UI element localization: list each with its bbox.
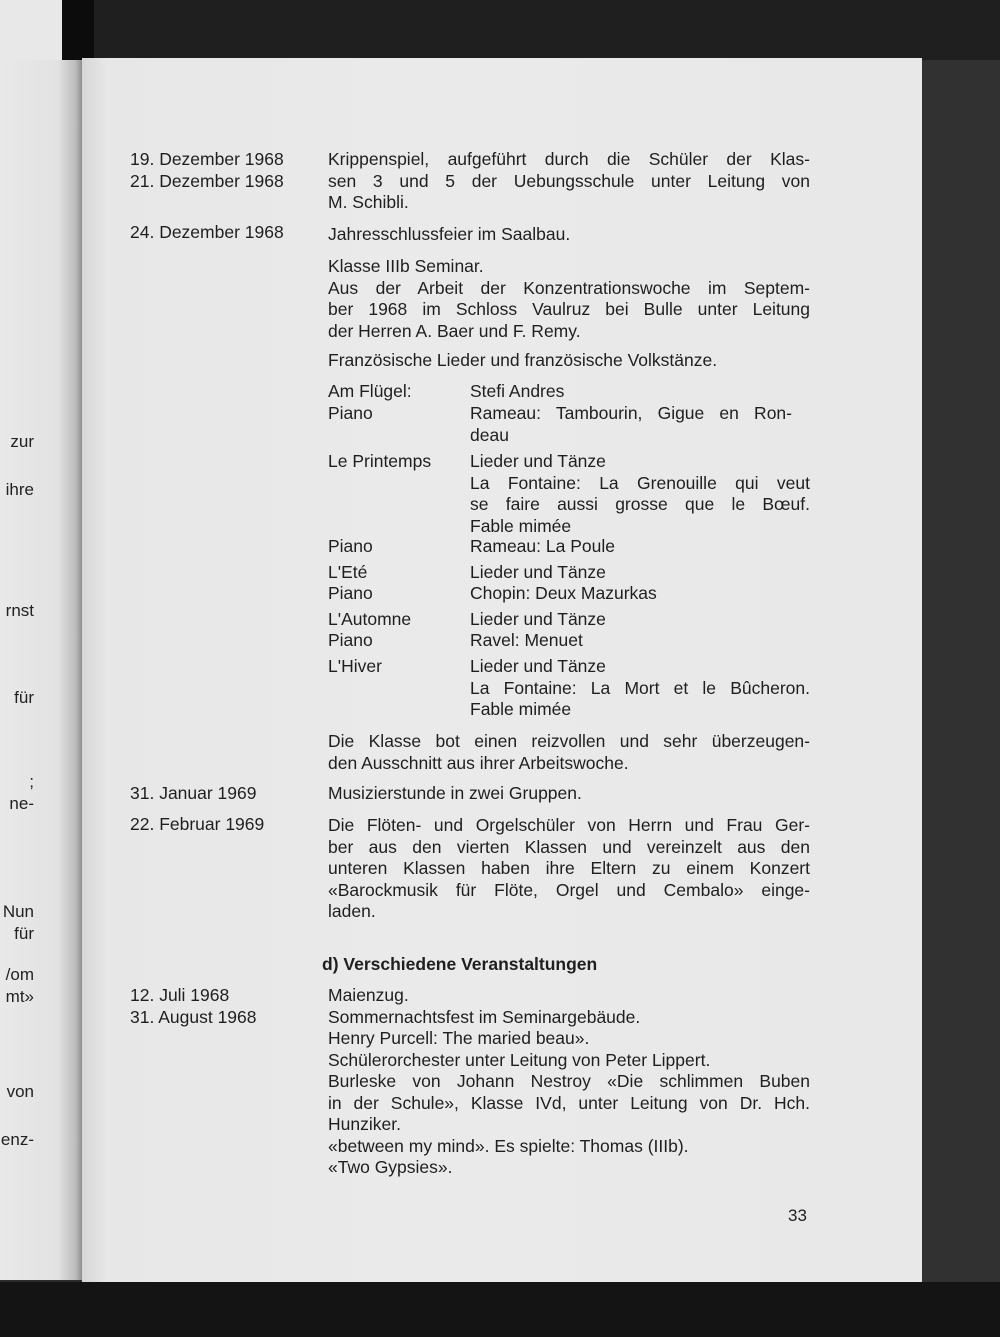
program-label: Le Printemps [328, 451, 432, 471]
book-spine [62, 0, 94, 60]
program-label: L'Automne [328, 609, 412, 629]
program-value: Lieder und Tänze [470, 562, 606, 582]
program-value: Ravel: Menuet [470, 630, 583, 650]
text-line: Krippenspiel, aufgeführt durch die Schüler der Klas- [328, 149, 810, 169]
left-fragment: für [14, 924, 34, 943]
entry-text: Maienzug. Sommernachtsfest im Seminargebäude. Henry Purcell: The maried beau». Schülerorchester unter Leitung von Peter Lippert. Burleske von Johann Nestroy «Die schlimmen Buben in der Schule», Klasse IVd, unter Leitung von Dr. Hch. Hunziker. «between my mind». Es spielte: Thomas (IIIb). «Two Gypsies». [328, 985, 810, 1177]
text-line: sen 3 und 5 der Uebungsschule unter Leitung von [328, 170, 810, 191]
seminar-subtitle: Französische Lieder und französische Volkstänze. [328, 350, 718, 370]
scanner-background-bottom [0, 1282, 1000, 1337]
entry-text [328, 149, 810, 214]
date: 12. Juli 1968 [130, 985, 230, 1005]
program-value: Rameau: Tambourin, Gigue en Ron- deau [470, 403, 792, 445]
text-line: Klasse IIIb Seminar. [328, 256, 484, 276]
date: 31. August 1968 [130, 1006, 257, 1027]
text-line: ber 1968 im Schloss Vaulruz bei Bulle unter Leitung [328, 299, 810, 319]
left-page-top-edge [0, 0, 62, 60]
program-value: Stefi Andres [470, 381, 565, 401]
program-value: Chopin: Deux Mazurkas [470, 583, 657, 603]
entry-dates [130, 149, 310, 192]
program-label: Piano [328, 583, 373, 603]
left-fragment: von [6, 1082, 34, 1101]
section-heading: d) Verschiedene Veranstaltungen [322, 954, 598, 974]
program-value: Rameau: La Poule [470, 536, 615, 556]
entry-text [328, 224, 810, 246]
left-fragment: enz- [0, 1130, 34, 1149]
left-fragment: mt» [5, 987, 34, 1006]
date: 21. Dezember 1968 [130, 170, 284, 191]
page-number: 33 [788, 1206, 807, 1225]
program-value: Lieder und Tänze [470, 609, 606, 629]
program-label: Piano [328, 630, 373, 650]
document-page [82, 58, 922, 1282]
text-line: M. Schibli. [328, 192, 409, 212]
entry-text: Musizierstunde in zwei Gruppen. [328, 783, 582, 803]
program-label: Piano [328, 536, 373, 556]
left-fragment: ihre [5, 480, 34, 499]
date: 19. Dezember 1968 [130, 149, 284, 169]
date: 24. Dezember 1968 [130, 222, 284, 242]
left-page-edge [0, 60, 82, 1280]
date: 31. Januar 1969 [130, 783, 257, 803]
entry-dates [130, 985, 310, 1028]
left-fragment: /om [5, 965, 34, 984]
left-fragment: ; [29, 772, 34, 791]
closing-remark: Die Klasse bot einen reizvollen und sehr überzeugen- den Ausschnitt aus ihrer Arbeitswoche. [328, 731, 810, 773]
program-value: Lieder und Tänze La Fontaine: La Grenouille qui veut se faire aussi grosse que le Bœuf. Fable mimée [470, 451, 810, 536]
entry-text: Die Flöten- und Orgelschüler von Herrn und Frau Ger- ber aus den vierten Klassen und vereinzelt aus den unteren Klassen haben ihre Eltern zu einem Konzert «Barockmusik für Flöte, Orgel und Cembalo» einge- laden. [328, 815, 810, 921]
date: 22. Februar 1969 [130, 814, 265, 834]
program-label: Am Flügel: [328, 381, 412, 401]
text-line: der Herren A. Baer und F. Remy. [328, 320, 581, 341]
program-label: L'Hiver [328, 656, 382, 676]
left-fragment: Nun [2, 902, 34, 921]
left-fragment: ne- [9, 794, 34, 813]
scanner-background-top [0, 0, 1000, 60]
left-fragment: für [14, 688, 34, 707]
seminar-description [328, 256, 810, 342]
program-label: Piano [328, 403, 373, 423]
text-line: Aus der Arbeit der Konzentrationswoche im Septem- [328, 277, 810, 298]
entry-dates [130, 222, 310, 244]
scanner-background-right [922, 60, 1000, 1282]
program-value: Lieder und Tänze La Fontaine: La Mort et le Bûcheron. Fable mimée [470, 656, 810, 719]
text-line: Jahresschlussfeier im Saalbau. [328, 224, 571, 244]
entry-dates [130, 814, 310, 836]
program-label: L'Eté [328, 562, 368, 582]
left-fragment: zur [10, 432, 34, 451]
left-fragment: rnst [5, 601, 34, 620]
entry-dates [130, 783, 310, 805]
